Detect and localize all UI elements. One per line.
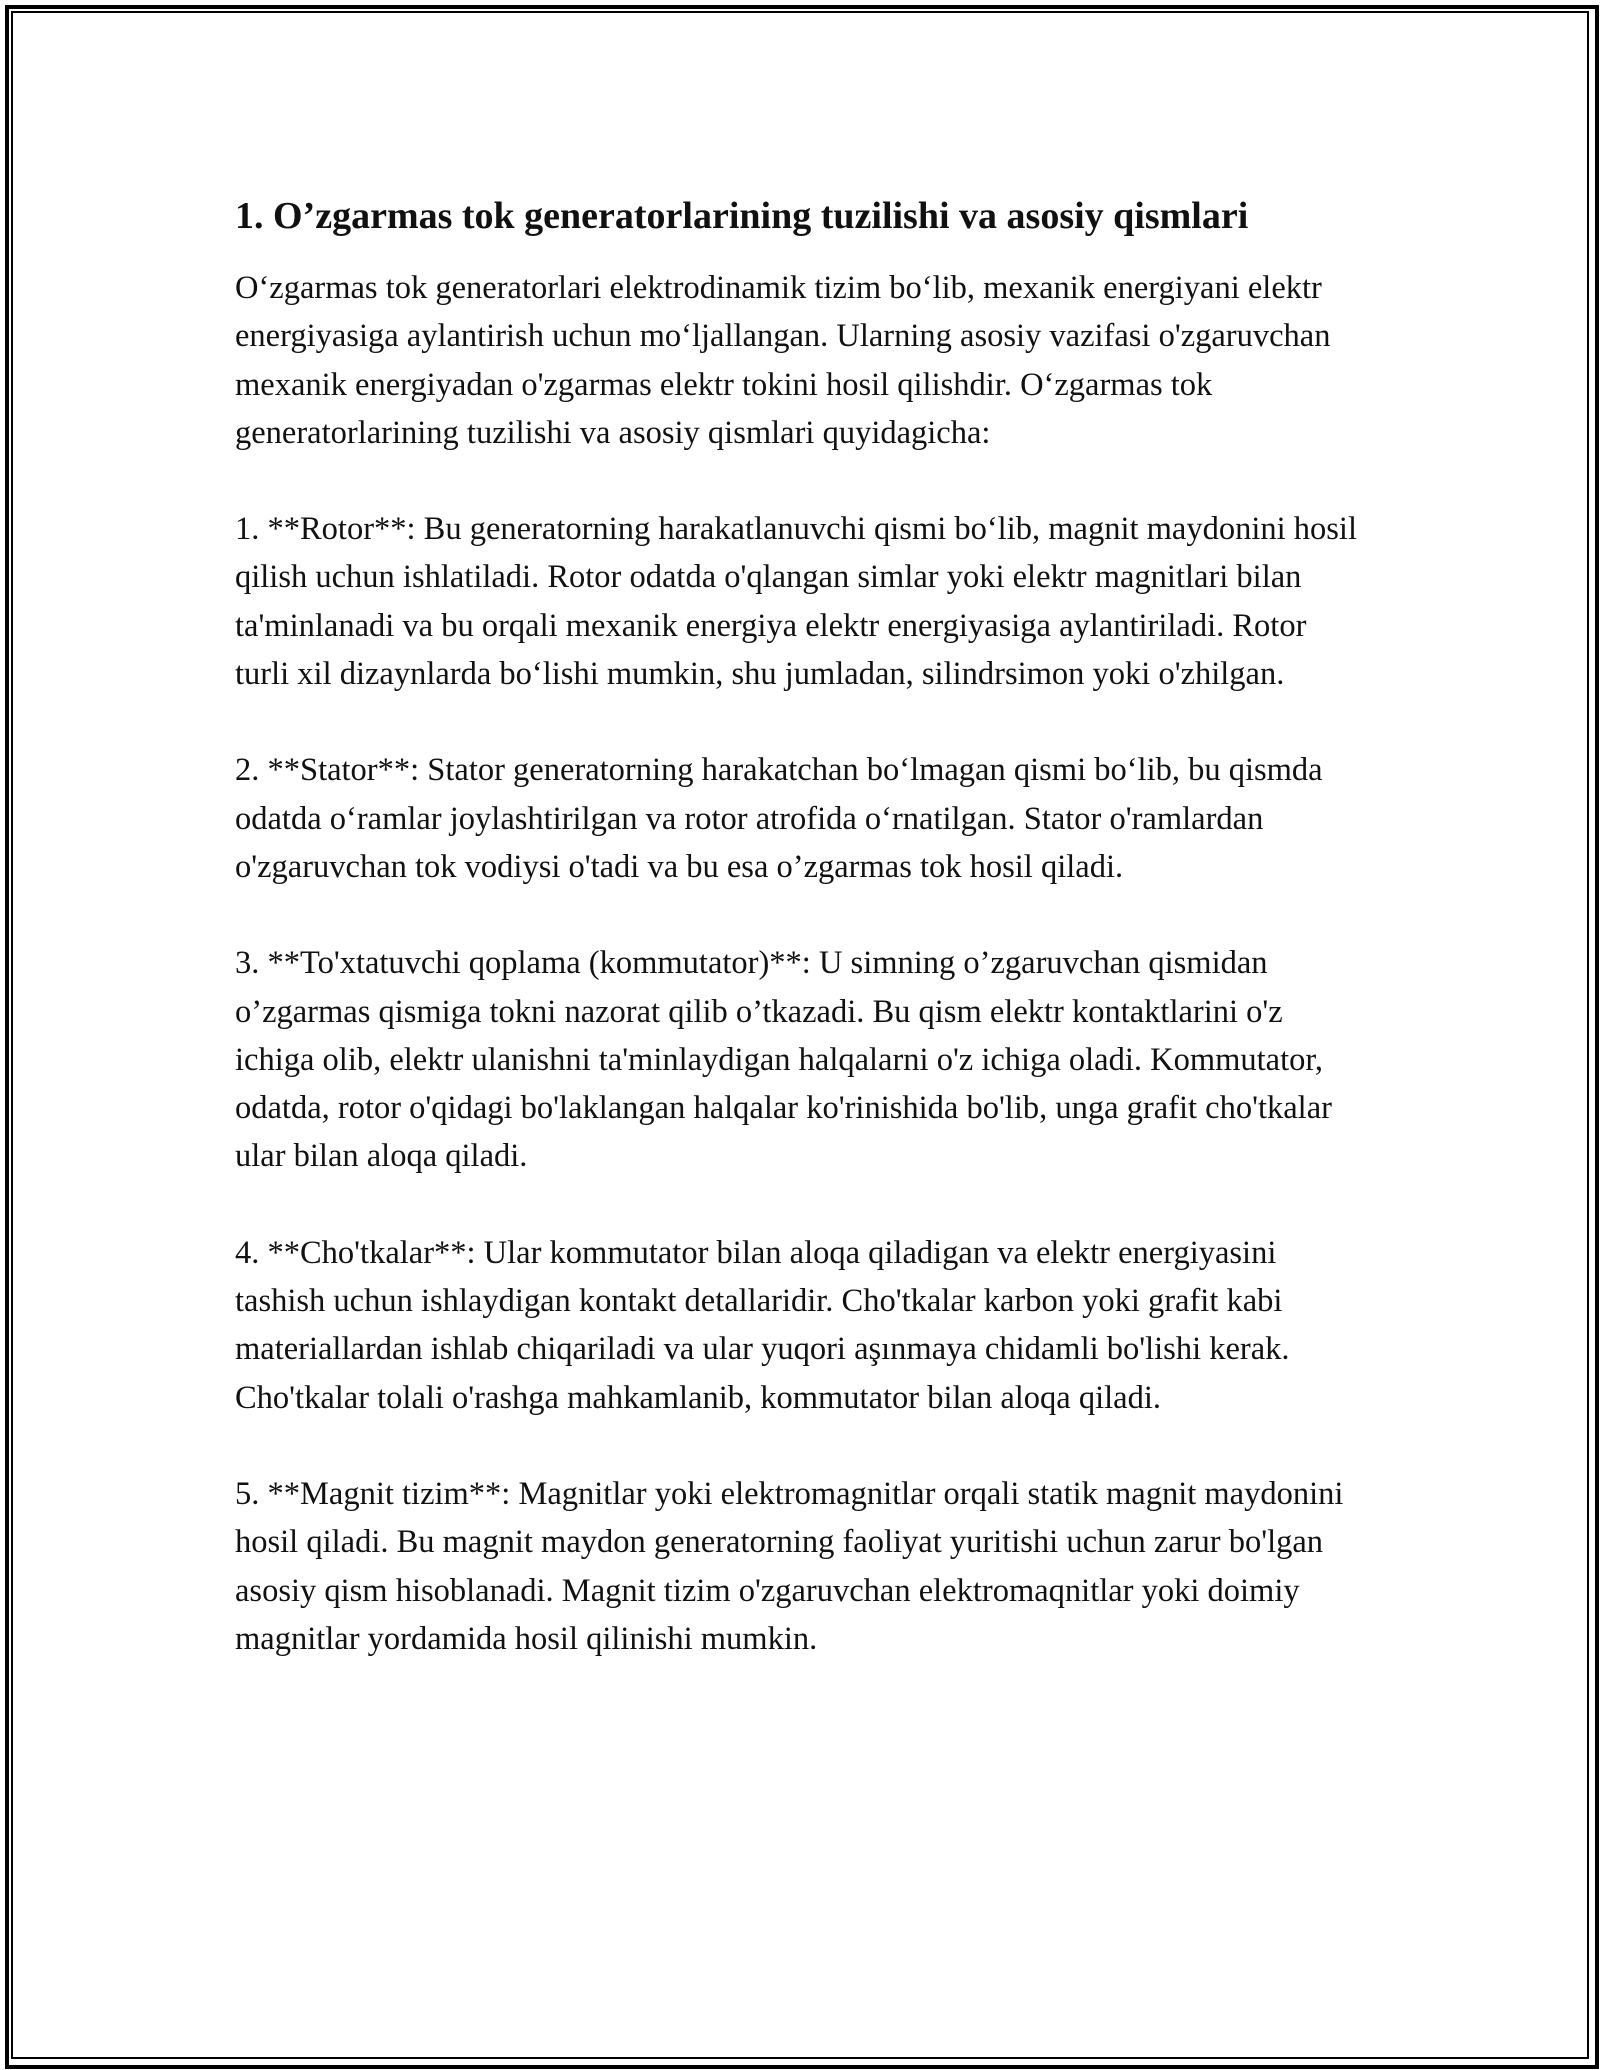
document-page	[235, 188, 1365, 1663]
paragraph-rotor: 1. **Rotor**: Bu generatorning harakatlanuvchi qismi bo‘lib, magnit maydonini hosil qilish uchun ishlatiladi. Rotor odatda o'qlangan simlar yoki elektr magnitlari bilan ta'minlanadi va bu orqali mexanik energiya elektr energiyasiga aylantiriladi. Rotor turli xil dizaynlarda bo‘lishi mumkin, shu jumladan, silindrsimon yoki o'zhilgan.	[235, 511, 1357, 693]
paragraph-kommutator: 3. **To'xtatuvchi qoplama (kommutator)**: U simning o’zgaruvchan qismidan o’zgarmas qismiga tokni nazorat qilib o’tkazadi. Bu qism elektr kontaktlarini o'z ichiga olib, elektr ulanishni ta'minlaydigan halqalarni o'z ichiga oladi. Kommutator, odatda, rotor o'qidagi bo'laklangan halqalar ko'rinishida bo'lib, unga grafit cho'tkalar ular bilan aloqa qiladi.	[235, 945, 1332, 1175]
paragraph-stator: 2. **Stator**: Stator generatorning harakatchan bo‘lmagan qismi bo‘lib, bu qismda odatda o‘ramlar joylashtirilgan va rotor atrofida o‘rnatilgan. Stator o'ramlardan o'zgaruvchan tok vodiysi o'tadi va bu esa o’zgarmas tok hosil qiladi.	[235, 752, 1323, 885]
document-title: 1. O’zgarmas tok generatorlarining tuzilishi va asosiy qismlari	[235, 195, 1249, 237]
paragraph-chotkalar: 4. **Cho'tkalar**: Ular kommutator bilan aloqa qiladigan va elektr energiyasini tashish uchun ishlaydigan kontakt detallaridir. Cho'tkalar karbon yoki grafit kabi materiallardan ishlab chiqariladi va ular yuqori aşınmaya chidamli bo'lishi kerak. Cho'tkalar tolali o'rashga mahkamlanib, kommutator bilan aloqa qiladi.	[235, 1234, 1290, 1416]
intro-paragraph: O‘zgarmas tok generatorlari elektrodinamik tizim bo‘lib, mexanik energiyani elektr energiyasiga aylantirish uchun mo‘ljallangan. Ularning asosiy vazifasi o'zgaruvchan mexanik energiyadan o'zgarmas elektr tokini hosil qilishdir. O‘zgarmas tok generatorlarining tuzilishi va asosiy qismlari quyidagicha:	[235, 270, 1331, 451]
paragraph-magnit-tizim: 5. **Magnit tizim**: Magnitlar yoki elektromagnitlar orqali statik magnit maydonini hosil qiladi. Bu magnit maydon generatorning faoliyat yuritishi uchun zarur bo'lgan asosiy qism hisoblanadi. Magnit tizim o'zgaruvchan elektromaqnitlar yoki doimiy magnitlar yordamida hosil qilinishi mumkin.	[235, 1475, 1344, 1657]
